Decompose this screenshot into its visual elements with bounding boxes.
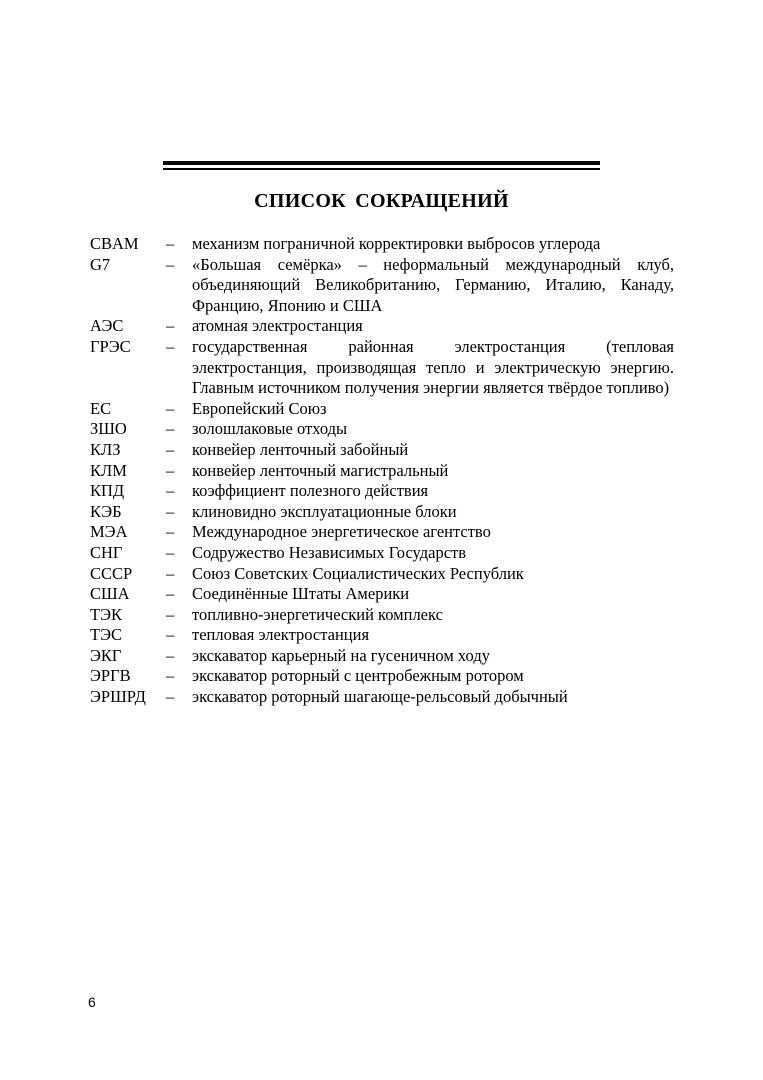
abbreviation-definition: конвейер ленточный забойный bbox=[192, 439, 409, 459]
abbreviation-term: КПД bbox=[90, 481, 125, 501]
abbreviation-row bbox=[90, 687, 674, 708]
abbreviation-term: ЗШО bbox=[90, 419, 127, 439]
abbreviation-dash: – bbox=[166, 419, 175, 439]
abbreviation-definition: экскаватор роторный с центробежным ротором bbox=[192, 666, 524, 686]
abbreviation-term: ЭКГ bbox=[90, 645, 122, 665]
abbreviation-row bbox=[90, 481, 674, 502]
abbreviation-row bbox=[90, 666, 674, 687]
abbreviation-row bbox=[90, 543, 674, 564]
abbreviation-term: США bbox=[90, 584, 130, 604]
abbreviation-dash: – bbox=[166, 234, 175, 253]
abbreviation-row bbox=[90, 584, 674, 605]
abbreviation-definition: Соединённые Штаты Америки bbox=[192, 584, 410, 604]
page-number: 6 bbox=[88, 994, 96, 1010]
abbreviation-dash: – bbox=[166, 584, 175, 604]
abbreviation-definition: Международное энергетическое агентство bbox=[192, 522, 491, 542]
abbreviation-dash: – bbox=[166, 501, 175, 521]
abbreviation-dash: – bbox=[166, 563, 175, 583]
abbreviation-term: CBAM bbox=[90, 234, 139, 253]
abbreviation-dash: – bbox=[166, 625, 175, 645]
abbreviation-term: ЭРШРД bbox=[90, 687, 146, 707]
abbreviation-definition: механизм пограничной корректировки выбросов углерода bbox=[192, 234, 601, 253]
abbreviation-term: ТЭС bbox=[90, 625, 122, 645]
abbreviation-dash: – bbox=[166, 522, 175, 542]
page-title: СПИСОК СОКРАЩЕНИЙ bbox=[254, 190, 509, 212]
abbreviation-row bbox=[90, 255, 674, 317]
abbreviation-dash: – bbox=[166, 254, 175, 274]
abbreviation-row bbox=[90, 234, 674, 255]
abbreviation-definition: золошлаковые отходы bbox=[192, 419, 348, 439]
abbreviation-term: ГРЭС bbox=[90, 336, 131, 356]
abbreviation-row bbox=[90, 522, 674, 543]
abbreviation-row bbox=[90, 461, 674, 482]
abbreviation-term: ТЭК bbox=[90, 604, 122, 624]
abbreviation-term: КЛМ bbox=[90, 460, 127, 480]
abbreviation-definition: «Большая семёрка» – неформальный международный клуб, объединяющий Великобританию, Германию, Италию, Канаду, Францию, Японию и США bbox=[192, 254, 674, 315]
abbreviation-definition: Содружество Независимых Государств bbox=[192, 542, 467, 562]
abbreviation-definition: клиновидно эксплуатационные блоки bbox=[192, 501, 457, 521]
abbreviation-dash: – bbox=[166, 645, 175, 665]
abbreviation-dash: – bbox=[166, 604, 175, 624]
abbreviation-definition: атомная электростанция bbox=[192, 316, 363, 336]
abbreviation-dash: – bbox=[166, 460, 175, 480]
abbreviation-row bbox=[90, 337, 674, 399]
abbreviation-definition: экскаватор роторный шагающе-рельсовый добычный bbox=[192, 687, 568, 707]
title-rule-thick bbox=[163, 161, 600, 165]
abbreviation-row bbox=[90, 564, 674, 585]
abbreviation-term: МЭА bbox=[90, 522, 128, 542]
abbreviation-dash: – bbox=[166, 687, 175, 707]
abbreviation-definition: Союз Советских Социалистических Республик bbox=[192, 563, 524, 583]
abbreviation-dash: – bbox=[166, 316, 175, 336]
abbreviation-term: КЛЗ bbox=[90, 439, 121, 459]
abbreviation-row bbox=[90, 646, 674, 667]
abbreviation-dash: – bbox=[166, 481, 175, 501]
abbreviation-dash: – bbox=[166, 439, 175, 459]
abbreviation-definition: конвейер ленточный магистральный bbox=[192, 460, 449, 480]
abbreviation-definition: Европейский Союз bbox=[192, 398, 327, 418]
abbreviation-row bbox=[90, 419, 674, 440]
abbreviation-dash: – bbox=[166, 542, 175, 562]
abbreviation-term: КЭБ bbox=[90, 501, 122, 521]
abbreviation-term: АЭС bbox=[90, 316, 124, 336]
abbreviation-term: СНГ bbox=[90, 542, 123, 562]
abbreviation-term: G7 bbox=[90, 254, 111, 274]
abbreviation-definition: коэффициент полезного действия bbox=[192, 481, 429, 501]
abbreviation-term: ЭРГВ bbox=[90, 666, 131, 686]
abbreviation-definition: экскаватор карьерный на гусеничном ходу bbox=[192, 645, 490, 665]
title-rule-thin bbox=[163, 168, 600, 170]
abbreviation-term: СССР bbox=[90, 563, 133, 583]
abbreviation-row bbox=[90, 399, 674, 420]
abbreviation-definition: тепловая электростанция bbox=[192, 625, 370, 645]
abbreviation-row bbox=[90, 605, 674, 626]
abbreviation-row bbox=[90, 625, 674, 646]
abbreviation-dash: – bbox=[166, 336, 175, 356]
abbreviation-definition: топливно-энергетический комплекс bbox=[192, 604, 443, 624]
abbreviation-dash: – bbox=[166, 666, 175, 686]
abbreviation-definition: государственная районная электростанция (тепловая электростанция, производящая тепло и электрическую энергию. Главным источником получения энергии является твёрдое топливо) bbox=[192, 336, 674, 398]
abbreviation-row bbox=[90, 316, 674, 337]
abbreviation-dash: – bbox=[166, 398, 175, 418]
abbreviation-row bbox=[90, 502, 674, 523]
abbreviation-term: ЕС bbox=[90, 398, 112, 418]
abbreviation-row bbox=[90, 440, 674, 461]
abbreviation-list bbox=[90, 234, 674, 708]
